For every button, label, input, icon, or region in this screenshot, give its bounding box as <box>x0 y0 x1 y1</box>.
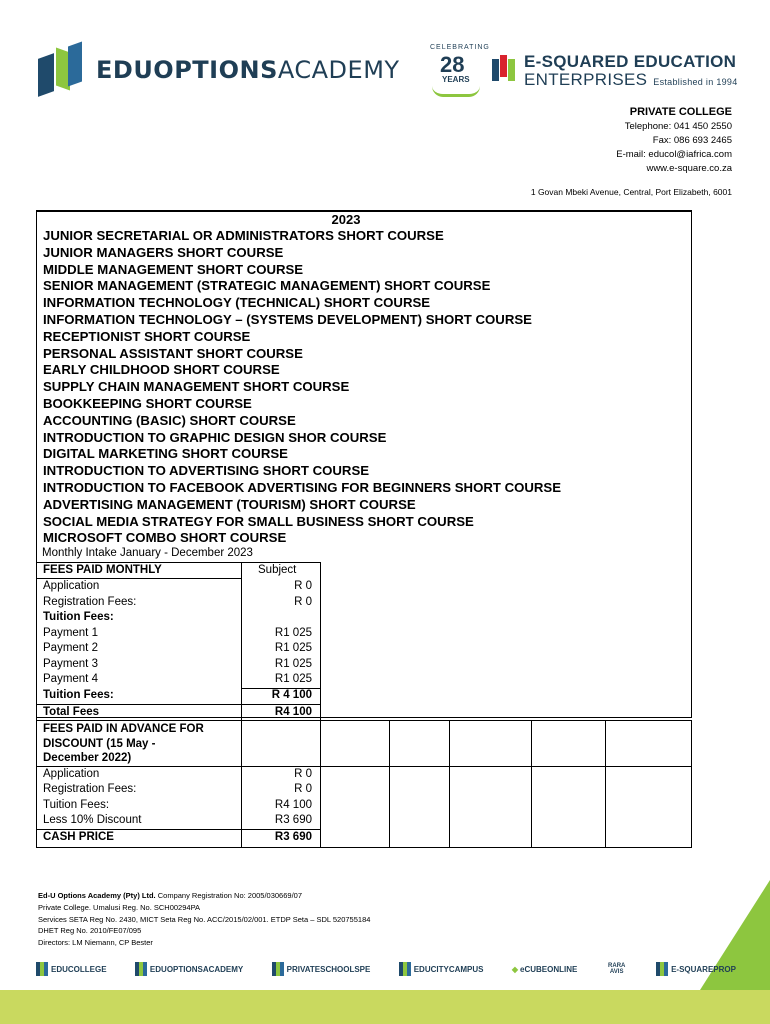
esquareprop-icon <box>656 962 668 976</box>
celebrating-28-years-badge <box>428 44 490 96</box>
advance-registration-label: Registration Fees: <box>43 783 137 795</box>
private-college-title: PRIVATE COLLEGE <box>629 106 732 118</box>
telephone-text: Telephone: 041 450 2550 <box>624 121 732 132</box>
course-item: INTRODUCTION TO ADVERTISING SHORT COURSE <box>43 463 370 479</box>
tuition-total-value: R 4 100 <box>271 689 312 701</box>
intake-text: Monthly Intake January - December 2023 <box>42 547 253 559</box>
course-item: MIDDLE MANAGEMENT SHORT COURSE <box>43 261 304 277</box>
payment-3-label: Payment 3 <box>43 658 98 670</box>
academy-logo-mark-icon <box>38 44 84 96</box>
address-text: 1 Govan Mbeki Avenue, Central, Port Elizabeth, 6001 <box>530 187 732 197</box>
contact-block <box>616 104 732 176</box>
brand-strip <box>36 962 736 976</box>
payment-1-value: R1 025 <box>274 627 312 639</box>
advance-application-label: Application <box>43 768 100 780</box>
educity-icon <box>399 962 411 976</box>
course-item: INFORMATION TECHNOLOGY (TECHNICAL) SHORT COURSE <box>43 295 431 311</box>
esquared-line1: E-SQUARED EDUCATION <box>524 52 737 71</box>
course-item: SENIOR MANAGEMENT (STRATEGIC MANAGEMENT) SHORT COURSE <box>43 278 491 294</box>
payment-3-value: R1 025 <box>274 658 312 670</box>
directors-text: Directors: LM Niemann, CP Bester <box>38 938 153 948</box>
course-item: EARLY CHILDHOOD SHORT COURSE <box>43 362 280 378</box>
brand-esquareprop: E-SQUAREPROP <box>656 962 736 976</box>
advance-header-line1: FEES PAID IN ADVANCE FOR <box>43 723 204 735</box>
subject-column-header: Subject <box>258 564 297 576</box>
years-word: YEARS <box>442 75 470 84</box>
course-item: JUNIOR MANAGERS SHORT COURSE <box>43 244 284 260</box>
eduoptions-icon <box>135 962 147 976</box>
umalusi-reg: Private College. Umalusi Reg. No. SCH00294PA <box>38 902 201 912</box>
course-item: INFORMATION TECHNOLOGY – (SYSTEMS DEVELOPMENT) SHORT COURSE <box>43 311 532 327</box>
course-item: ADVERTISING MANAGEMENT (TOURISM) SHORT COURSE <box>43 496 416 512</box>
years-number: 28 <box>440 52 465 77</box>
payment-4-value: R1 025 <box>274 673 312 685</box>
brand-privateschoolspe: PRIVATESCHOOLSPE <box>272 962 371 976</box>
tuition-heading: Tuition Fees: <box>43 611 114 623</box>
course-item: MICROSOFT COMBO SHORT COURSE <box>43 530 287 546</box>
brand-raraavis: RARA AVIS <box>608 963 626 975</box>
educollege-icon <box>36 962 48 976</box>
course-item: ACCOUNTING (BASIC) SHORT COURSE <box>43 412 296 428</box>
eduoptions-academy-logo <box>38 44 400 96</box>
advance-tuition-label: Tuition Fees: <box>43 799 110 811</box>
total-fees-label: Total Fees <box>43 706 100 718</box>
cash-price-value: R3 690 <box>274 831 312 843</box>
esquared-logo <box>492 53 738 91</box>
course-list <box>43 228 561 547</box>
footer-legal <box>38 890 370 949</box>
esquared-logo-mark-icon <box>492 53 516 83</box>
total-fees-value: R4 100 <box>274 706 312 718</box>
course-item: JUNIOR SECRETARIAL OR ADMINISTRATORS SHORT COURSE <box>43 228 444 243</box>
tuition-total-label: Tuition Fees: <box>43 689 114 701</box>
academy-logo-text: EDUOPTIONSACADEMY <box>96 56 400 84</box>
course-item: DIGITAL MARKETING SHORT COURSE <box>43 446 288 462</box>
celebrating-text: CELEBRATING <box>430 44 490 51</box>
established-text: Established in 1994 <box>653 77 738 87</box>
seta-reg: Services SETA Reg No. 2430, MICT Seta Reg No. ACC/2015/02/001. ETDP Seta – SDL 520755184 <box>38 914 371 924</box>
discount-value: R3 690 <box>274 814 312 826</box>
email-link[interactable]: E-mail: educol@iafrica.com <box>616 149 732 160</box>
brand-eduoptionsacademy: EDUOPTIONSACADEMY <box>135 962 243 976</box>
payment-2-label: Payment 2 <box>43 642 98 654</box>
course-item: RECEPTIONIST SHORT COURSE <box>43 328 251 344</box>
course-item: INTRODUCTION TO FACEBOOK ADVERTISING FOR BEGINNERS SHORT COURSE <box>43 479 562 495</box>
discount-label: Less 10% Discount <box>43 814 142 826</box>
payment-1-label: Payment 1 <box>43 627 98 639</box>
ecube-icon: ◆ <box>511 964 518 974</box>
year-heading: 2023 <box>331 212 361 227</box>
privateschools-icon <box>272 962 284 976</box>
brand-ecubeonline: ◆ eCUBEONLINE <box>511 964 578 974</box>
payment-2-value: R1 025 <box>274 642 312 654</box>
advance-header-line2: DISCOUNT (15 May - <box>43 738 156 750</box>
application-value: R 0 <box>294 580 312 592</box>
brand-educollege: EDUCOLLEGE <box>36 962 107 976</box>
course-item: SUPPLY CHAIN MANAGEMENT SHORT COURSE <box>43 379 350 395</box>
advance-header-line3: December 2022) <box>43 752 132 764</box>
fees-monthly-header: FEES PAID MONTHLY <box>43 564 162 576</box>
website-link[interactable]: www.e-square.co.za <box>646 163 732 174</box>
payment-4-label: Payment 4 <box>43 673 98 685</box>
company-registration: Company Registration No: 2005/030669/07 <box>155 891 303 900</box>
brand-educitycampus: EDUCITYCAMPUS <box>399 962 484 976</box>
course-item: BOOKKEEPING SHORT COURSE <box>43 395 252 411</box>
course-item: PERSONAL ASSISTANT SHORT COURSE <box>43 345 303 361</box>
laurel-icon <box>432 86 480 97</box>
cash-price-label: CASH PRICE <box>43 831 114 843</box>
fax-text: Fax: 086 693 2465 <box>652 135 732 146</box>
registration-label: Registration Fees: <box>43 596 137 608</box>
registration-value: R 0 <box>294 596 312 608</box>
advance-application-value: R 0 <box>294 768 312 780</box>
application-label: Application <box>43 580 100 592</box>
advance-registration-value: R 0 <box>294 783 312 795</box>
course-item: INTRODUCTION TO GRAPHIC DESIGN SHOR COURSE <box>43 429 387 445</box>
course-item: SOCIAL MEDIA STRATEGY FOR SMALL BUSINESS SHORT COURSE <box>43 513 474 529</box>
advance-tuition-value: R4 100 <box>274 799 312 811</box>
company-name: Ed-U Options Academy (Pty) Ltd. <box>38 891 156 900</box>
footer-green-bar <box>0 990 770 1024</box>
dhet-reg: DHET Reg No. 2010/FE07/095 <box>38 926 142 936</box>
esquared-line2: ENTERPRISES Established in 1994 <box>524 70 738 89</box>
